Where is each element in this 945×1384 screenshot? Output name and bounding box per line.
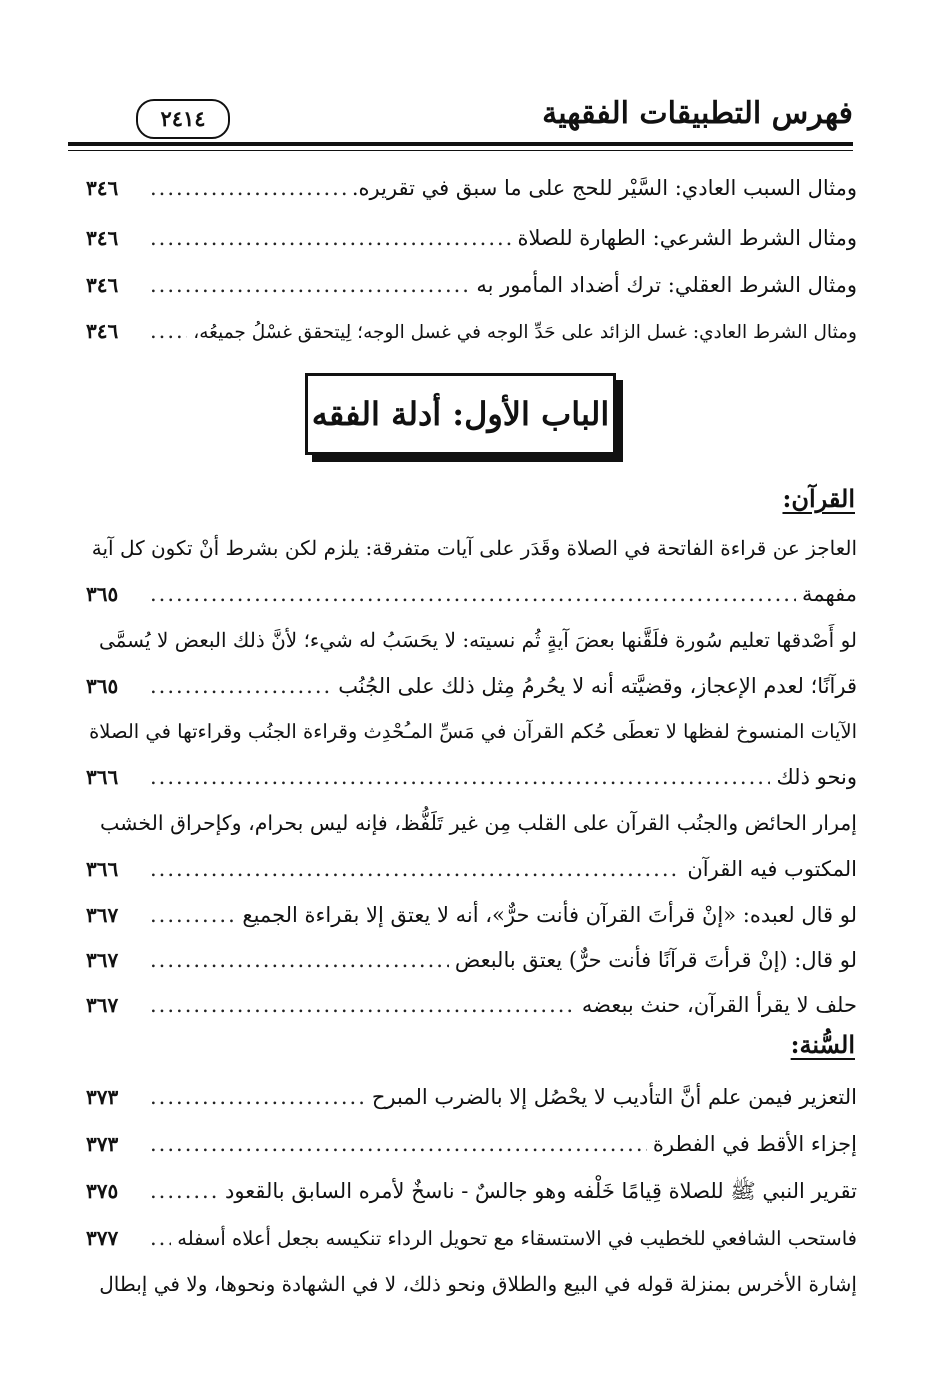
- index-entry: [86, 985, 857, 1025]
- entry-text: التعزير فيمن علم أنَّ التأديب لا يحْصُل إلا بالضرب المبرح: [371, 1085, 857, 1109]
- leader-dots: [150, 940, 449, 980]
- index-entry: [86, 757, 857, 797]
- entry-page: ٣٦٧: [86, 903, 119, 927]
- index-entry: [86, 574, 857, 614]
- chapter-title: الباب الأول: أدلة الفقه: [311, 395, 610, 433]
- entry-text: المكتوب فيه القرآن: [687, 857, 857, 881]
- entry-text: إمرار الحائض والجنُب القرآن على القلب مِن غير تَلَفُّظ، فإنه ليس بحرام، وكإحراق الخشب: [99, 811, 857, 835]
- index-entry: [86, 1077, 857, 1117]
- leader-dots: [150, 265, 470, 305]
- entry-page: ٣٤٦: [86, 176, 119, 200]
- index-entry: [86, 712, 857, 752]
- header-rule-thin: [68, 150, 853, 151]
- entry-page: ٣٤٦: [86, 273, 119, 297]
- leader-dots: [150, 985, 576, 1025]
- entry-text: لو قال: (إنْ قرأتَ قرآنًا فأنت حرٌّ) يعتق بالبعض: [454, 948, 857, 972]
- leader-dots: [150, 574, 796, 614]
- index-entry: [86, 849, 857, 889]
- index-entry: [86, 1171, 857, 1211]
- chapter-title-box: [305, 373, 616, 455]
- leader-dots: [150, 1218, 171, 1258]
- page-number-badge: ٢٤١٤: [136, 99, 230, 139]
- index-entry: [86, 940, 857, 980]
- index-entry: [86, 895, 857, 935]
- entry-page: ٣٧٣: [86, 1132, 119, 1156]
- section-heading-quran: القرآن:: [782, 484, 855, 513]
- index-entry: [86, 1218, 857, 1258]
- entry-text: إشارة الأخرس بمنزلة قوله في البيع والطلاق ونحو ذلك، لا في الشهادة ونحوها، ولا في إبطال: [99, 1272, 857, 1296]
- entry-page: ٣٦٧: [86, 948, 119, 972]
- leader-dots: [150, 218, 512, 258]
- leader-dots: [150, 666, 332, 706]
- leader-dots: [150, 849, 681, 889]
- index-entry: [86, 218, 857, 258]
- entry-page: ٣٦٧: [86, 993, 119, 1017]
- entry-text: مفهمة: [802, 582, 857, 606]
- entry-page: ٣٧٣: [86, 1085, 119, 1109]
- entry-text: ومثال الشرط الشرعي: الطهارة للصلاة: [517, 226, 857, 250]
- leader-dots: [150, 1077, 366, 1117]
- entry-text: لو قال لعبده: «إنْ قرأتَ القرآن فأنت حرٌّ»، أنه لا يعتق إلا بقراءة الجميع: [242, 903, 857, 927]
- header-rule-thick: [68, 142, 853, 146]
- entry-page: ٣٤٦: [86, 226, 119, 250]
- entry-text: إجزاء الأقط في الفطرة: [652, 1132, 857, 1156]
- entry-text: ونحو ذلك: [776, 765, 857, 789]
- index-entry: [86, 311, 857, 351]
- entry-text: ومثال الشرط العادي: غسل الزائد على حَدِّ الوجه في غسل الوجه؛ لِيتحقق غسْلُ جميعُه،: [193, 322, 857, 343]
- index-entry: [86, 265, 857, 305]
- index-entry: [86, 1264, 857, 1304]
- entry-text: حلف لا يقرأ القرآن، حنث ببعضه: [581, 993, 857, 1017]
- entry-text: تقرير النبي ﷺ للصلاة قِيامًا خَلْفه وهو جالسٌ - ناسخٌ لأمره السابق بالقعود: [225, 1179, 857, 1203]
- leader-dots: [150, 757, 770, 797]
- index-entry: [86, 168, 857, 208]
- running-header-title: فهرس التطبيقات الفقهية: [542, 96, 853, 131]
- index-entry: [86, 528, 857, 568]
- section-heading-sunnah: السُّنة:: [790, 1030, 855, 1059]
- leader-dots: [150, 1171, 219, 1211]
- leader-dots: [150, 895, 236, 935]
- index-entry: [86, 620, 857, 660]
- entry-text: العاجز عن قراءة الفاتحة في الصلاة وقَدَر على آيات متفرقة: يلزم لكن بشرط أنْ تكون كل آية: [91, 536, 857, 560]
- entry-page: ٣٧٥: [86, 1179, 119, 1203]
- index-entry: [86, 666, 857, 706]
- entry-page: ٣٦٦: [86, 857, 119, 881]
- leader-dots: [150, 1124, 647, 1164]
- entry-text: لو أَصْدقها تعليم سُورة فلَقَّنها بعضَ آيةٍ ثُم نسيته: لا يحَسَبُ له شيء؛ لأنَّ ذلك البعض لا يُسمَّى: [98, 628, 857, 652]
- entry-text: فاستحب الشافعي للخطيب في الاستسقاء مع تحويل الرداء تنكيسه بجعل أعلاه أسفله: [177, 1227, 857, 1250]
- index-entry: [86, 1124, 857, 1164]
- entry-page: ٣٤٦: [86, 319, 119, 343]
- entry-page: ٣٦٥: [86, 582, 119, 606]
- entry-page: ٣٧٧: [86, 1226, 119, 1250]
- entry-text: الآيات المنسوخ لفظها لا تعطَى حُكم القرآن في مَسِّ المـُحْدِث وقراءة الجنُب وقراءتها في الصلاة: [89, 720, 857, 743]
- entry-page: ٣٦٥: [86, 674, 119, 698]
- index-entry: [86, 803, 857, 843]
- entry-text: ومثال السبب العادي: السَّيْر للحج على ما سبق في تقريره.: [351, 176, 857, 200]
- leader-dots: [150, 168, 346, 208]
- entry-page: ٣٦٦: [86, 765, 119, 789]
- entry-text: ومثال الشرط العقلي: ترك أضداد المأمور به: [476, 273, 857, 297]
- entry-text: قرآنًا؛ لعدم الإعجاز، وقضيَّته أنه لا يحُرمُ مِثل ذلك على الجُنُب: [338, 674, 857, 698]
- leader-dots: [150, 311, 187, 351]
